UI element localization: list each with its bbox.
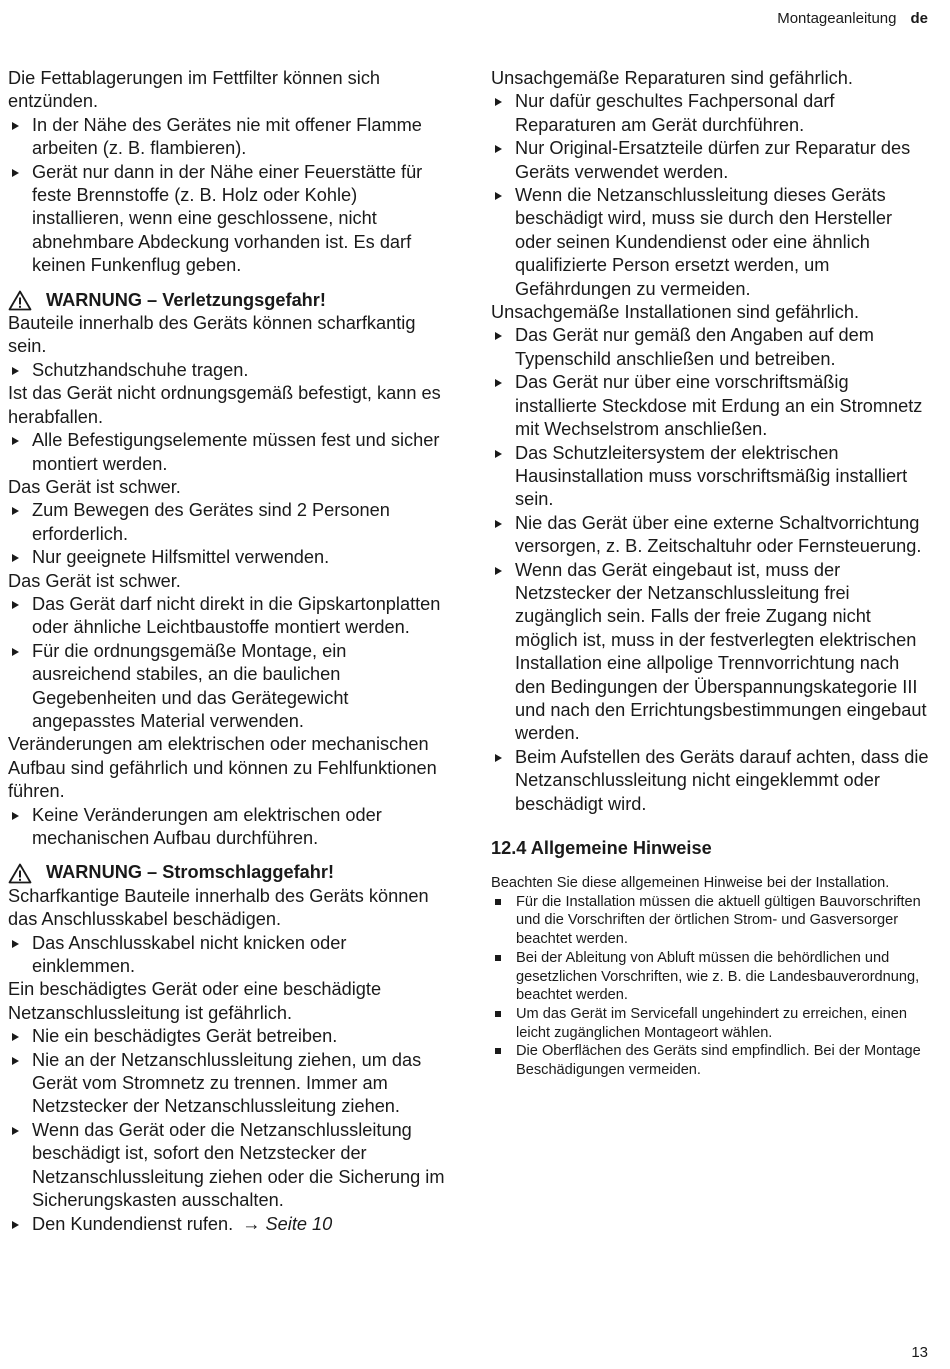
list-item: Bei der Ableitung von Abluft müssen die behördlichen und gesetzlichen Vorschriften, wie z. B. die Landesbauverordnung, beachtet werden.	[491, 949, 931, 1005]
bullet-arrow-icon	[12, 367, 19, 375]
warning-triangle-icon	[8, 863, 32, 884]
bullet-item: Für die ordnungsgemäße Montage, ein ausreichend stabiles, an die baulichen Gegebenheiten und das Gerätegewicht angepasstes Material verwenden.	[8, 640, 448, 734]
list-item: Die Oberflächen des Geräts sind empfindlich. Bei der Montage Beschädigungen vermeiden.	[491, 1042, 931, 1079]
bullet-arrow-icon	[495, 332, 502, 340]
bullet-item: Den Kundendienst rufen. → Seite 10	[8, 1213, 448, 1236]
bullet-arrow-icon	[12, 812, 19, 820]
doc-title: Montageanleitung	[777, 10, 897, 27]
bullet-arrow-icon	[12, 554, 19, 562]
bullet-arrow-icon	[12, 507, 19, 515]
bullet-item: Nie das Gerät über eine externe Schaltvorrichtung versorgen, z. B. Zeitschaltuhr oder Fernsteuerung.	[491, 512, 931, 559]
bullet-item: Wenn die Netzanschlussleitung dieses Geräts beschädigt wird, muss sie durch den Hersteller oder seinen Kundendienst oder eine ähnlich qualifizierte Person ersetzt werden, um Gefährdungen zu vermeiden.	[491, 184, 931, 301]
paragraph: Ein beschädigtes Gerät oder eine beschädigte Netzanschlussleitung ist gefährlich.	[8, 979, 382, 1023]
bullet-item: Keine Veränderungen am elektrischen oder mechanischen Aufbau durchführen.	[8, 804, 448, 851]
list-item: Um das Gerät im Servicefall ungehindert zu erreichen, einen leicht zugänglichen Montageort wählen.	[491, 1005, 931, 1042]
bullet-item: Schutzhandschuhe tragen.	[8, 359, 448, 382]
bullet-arrow-icon	[12, 437, 19, 445]
bullet-item: Das Anschlusskabel nicht knicken oder einklemmen.	[8, 932, 448, 979]
bullet-arrow-icon	[495, 567, 502, 575]
right-column	[491, 67, 931, 1080]
bullet-item: Nur Original-Ersatzteile dürfen zur Reparatur des Geräts verwendet werden.	[491, 137, 931, 184]
left-column	[8, 67, 448, 1236]
bullet-arrow-icon	[12, 601, 19, 609]
bullet-item: Das Gerät nur gemäß den Angaben auf dem Typenschild anschließen und betreiben.	[491, 324, 931, 371]
bullet-arrow-icon	[495, 450, 502, 458]
page-number: 13	[911, 1344, 928, 1361]
bullet-item: Gerät nur dann in der Nähe einer Feuerstätte für feste Brennstoffe (z. B. Holz oder Kohle) installieren, wenn eine geschlossene, nicht abnehmbare Abdeckung vorhanden ist. Es darf keinen Funkenflug geben.	[8, 161, 448, 278]
square-bullet-icon	[495, 899, 501, 905]
warning-heading: WARNUNG – Verletzungsgefahr!	[8, 289, 448, 312]
language-code: de	[910, 10, 928, 27]
paragraph: Unsachgemäße Reparaturen sind gefährlich.	[491, 68, 853, 88]
warning-heading: WARNUNG – Stromschlaggefahr!	[8, 861, 448, 884]
bullet-item: Nur geeignete Hilfsmittel verwenden.	[8, 546, 448, 569]
bullet-item: Das Gerät nur über eine vorschriftsmäßig installierte Steckdose mit Erdung an ein Stromnetz mit Wechselstrom anschließen.	[491, 371, 931, 441]
bullet-arrow-icon	[12, 1033, 19, 1041]
page-header	[777, 9, 928, 29]
paragraph: Bauteile innerhalb des Geräts können scharfkantig sein.	[8, 313, 416, 357]
bullet-item: Wenn das Gerät eingebaut ist, muss der Netzstecker der Netzanschlussleitung frei zugänglich sein. Falls der freie Zugang nicht möglich ist, muss in der festverlegten elektrischen Installation eine allpolige Trennvorrichtung nach den Bedingungen der Überspannungskategorie III und nach den Errichtungsbestimmungen eingebaut werden.	[491, 559, 931, 746]
bullet-arrow-icon	[495, 520, 502, 528]
bullet-arrow-icon	[12, 940, 19, 948]
list-item: Für die Installation müssen die aktuell gültigen Bauvorschriften und die Vorschriften der örtlichen Strom- und Gasversorger beachtet werden.	[491, 893, 931, 949]
bullet-arrow-icon	[12, 1221, 19, 1229]
section-heading: 12.4 Allgemeine Hinweise	[491, 838, 712, 858]
bullet-item: Wenn das Gerät oder die Netzanschlussleitung beschädigt ist, sofort den Netzstecker der Netzanschlussleitung ziehen oder die Sicherung im Sicherungskasten ausschalten.	[8, 1119, 448, 1213]
bullet-item: Das Gerät darf nicht direkt in die Gipskartonplatten oder ähnliche Leichtbaustoffe montiert werden.	[8, 593, 448, 640]
bullet-arrow-icon	[495, 754, 502, 762]
paragraph: Veränderungen am elektrischen oder mechanischen Aufbau sind gefährlich und können zu Fehlfunktionen führen.	[8, 734, 437, 802]
bullet-item: Alle Befestigungselemente müssen fest und sicher montiert werden.	[8, 429, 448, 476]
bullet-arrow-icon	[495, 98, 502, 106]
warning-triangle-icon	[8, 290, 32, 311]
bullet-arrow-icon	[12, 169, 19, 177]
bullet-arrow-icon	[495, 379, 502, 387]
paragraph: Scharfkantige Bauteile innerhalb des Geräts können das Anschlusskabel beschädigen.	[8, 885, 429, 930]
paragraph: Das Gerät ist schwer.	[8, 476, 181, 497]
paragraph: Unsachgemäße Installationen sind gefährlich.	[491, 302, 860, 323]
bullet-arrow-icon	[12, 1057, 19, 1065]
general-notes	[491, 874, 931, 1080]
square-bullet-icon	[495, 1048, 501, 1054]
bullet-item: Beim Aufstellen des Geräts darauf achten, dass die Netzanschlussleitung nicht eingeklemmt oder beschädigt wird.	[491, 746, 931, 816]
paragraph: Ist das Gerät nicht ordnungsgemäß befestigt, kann es herabfallen.	[8, 383, 441, 427]
cross-reference-arrow-icon: →	[242, 1213, 261, 1234]
paragraph: Beachten Sie diese allgemeinen Hinweise bei der Installation.	[491, 875, 890, 891]
square-bullet-icon	[495, 1011, 501, 1017]
bullet-item: Nie ein beschädigtes Gerät betreiben.	[8, 1025, 448, 1048]
bullet-item: Nur dafür geschultes Fachpersonal darf Reparaturen am Gerät durchführen.	[491, 90, 931, 137]
square-bullet-icon	[495, 955, 501, 961]
paragraph: Das Gerät ist schwer.	[8, 570, 181, 591]
bullet-arrow-icon	[495, 145, 502, 153]
bullet-arrow-icon	[12, 122, 19, 130]
bullet-arrow-icon	[495, 192, 502, 200]
bullet-arrow-icon	[12, 1127, 19, 1135]
bullet-item: Nie an der Netzanschlussleitung ziehen, um das Gerät vom Stromnetz zu trennen. Immer am Netzstecker der Netzanschlussleitung ziehen.	[8, 1049, 448, 1119]
bullet-arrow-icon	[12, 648, 19, 656]
bullet-item: Zum Bewegen des Gerätes sind 2 Personen erforderlich.	[8, 499, 448, 546]
bullet-item: In der Nähe des Gerätes nie mit offener Flamme arbeiten (z. B. flambieren).	[8, 114, 448, 161]
paragraph: Die Fettablagerungen im Fettfilter können sich entzünden.	[8, 68, 381, 112]
bullet-item: Das Schutzleitersystem der elektrischen Hausinstallation muss vorschriftsmäßig installiert sein.	[491, 442, 931, 512]
page-reference-link[interactable]: Seite 10	[265, 1213, 333, 1234]
